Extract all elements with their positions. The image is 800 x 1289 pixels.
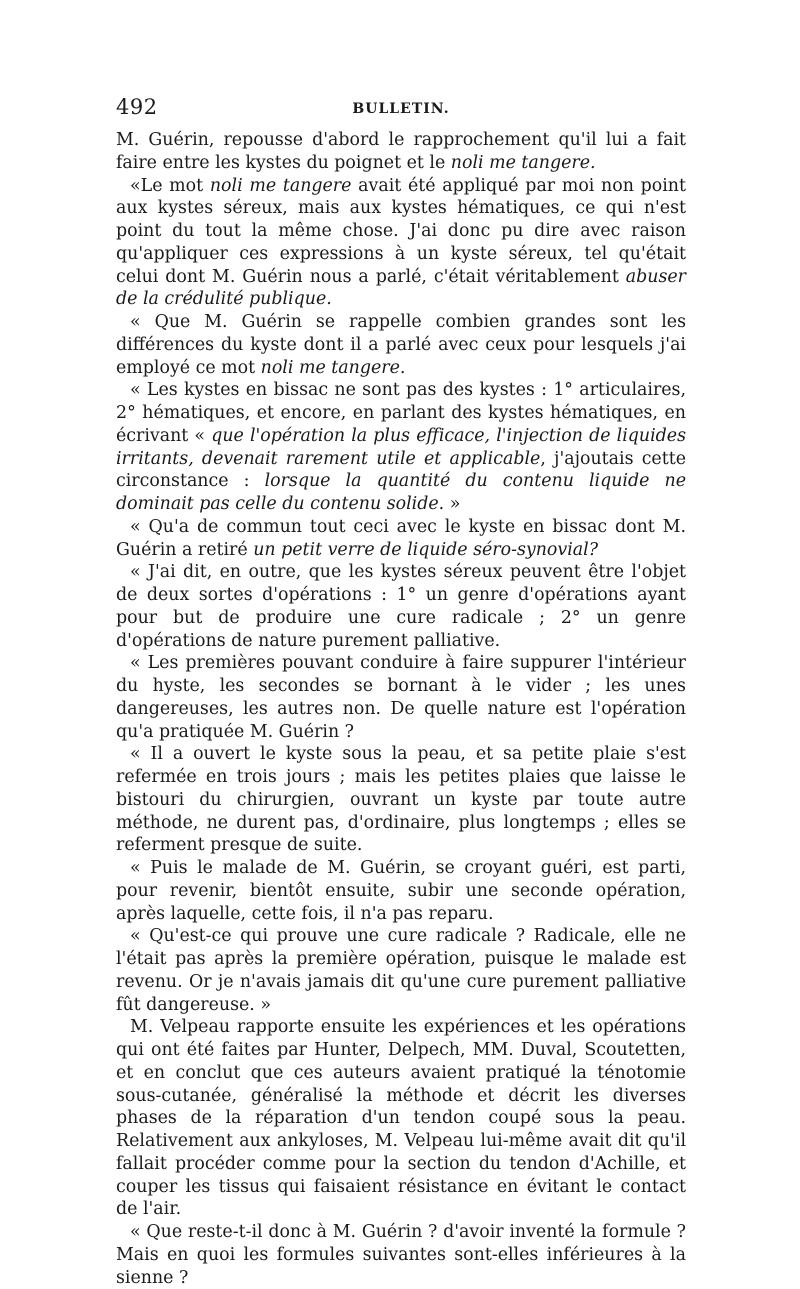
- text-run: « Qu'a de commun tout ceci avec le kyste en bissac dont M. Guérin a retiré: [116, 516, 686, 560]
- body-text: [116, 129, 686, 1289]
- page-number: 492: [116, 95, 158, 119]
- paragraph: [116, 516, 686, 562]
- italic-text: que l'opération la plus efficace, l'injection de liquides irritants, devenait rarement utile et applicable: [116, 425, 687, 469]
- text-run: « Puis le malade de M. Guérin, se croyant guéri, est parti, pour revenir, bientôt ensuite, subir une seconde opération, après laquelle, cette fois, il n'a pas reparu.: [116, 858, 686, 924]
- italic-text: lorsque la quantité du contenu liquide ne dominait pas celle du contenu solide.: [116, 471, 686, 514]
- paragraph: [116, 652, 686, 743]
- text-run: M. Guérin, repousse d'abord le rapprochement qu'il lui a fait faire entre les kystes du poignet et le: [116, 130, 686, 173]
- paragraph: [116, 743, 686, 857]
- italic-text: noli me tangere: [209, 175, 352, 196]
- text-run: « J'ai dit, en outre, que les kystes séreux peuvent être l'objet de deux sortes d'opérations : 1° un genre d'opérations ayant pour but de produire une cure radicale ; 2° un genre d'opérations de nature purement palliative.: [116, 562, 686, 651]
- paragraph: [116, 311, 686, 379]
- text-run: M. Velpeau rapporte ensuite les expériences et les opérations qui ont été faites par Hunter, Delpech, MM. Duval, Scoutetten, et en conclut que ces auteurs avaient pratiqué la ténotomie sous-cutanée, généralisé la méthode et décrit les diverses phases de la réparation d'un tendon coupé sous la peau. Relativement aux ankyloses, M. Velpeau lui-même avait dit qu'il fallait procéder comme pour la section du tendon d'Achille, et couper les tissus qui faisaient résistance en évitant le contact de l'air.: [116, 1017, 686, 1220]
- text-run: »: [444, 494, 461, 514]
- paragraph: [116, 1221, 686, 1289]
- paragraph: [116, 129, 686, 175]
- page-header: [116, 95, 686, 125]
- text-run: avait été appliqué par moi non point aux kystes séreux, mais aux kystes hématiques, ce qui n'est point du tout la même chose. J'ai donc pu dire avec raison qu'appliquer ces expressions à un kyste séreux, tel qu'était celui dont M. Guérin nous a parlé, c'était véritablement: [116, 175, 686, 287]
- paragraph: [116, 561, 686, 652]
- text-run: « Les premières pouvant conduire à faire suppurer l'intérieur du hyste, les secondes se bornant à le vider ; les unes dangereuses, les autres non. De quelle nature est l'opération qu'a pratiquée M. Guérin ?: [116, 653, 686, 742]
- italic-text: noli me tangere.: [450, 152, 596, 173]
- italic-text: abuser de la crédulité publique.: [116, 266, 686, 310]
- text-run: « Qu'est-ce qui prouve une cure radicale ? Radicale, elle ne l'était pas après la première opération, puisque le malade est revenu. Or je n'avais jamais dit qu'une cure purement palliative fût dangereuse. »: [116, 926, 686, 1015]
- text-run: « Que reste-t-il donc à M. Guérin ? d'avoir inventé la formule ? Mais en quoi les formules suivantes sont-elles inférieures à la sienne ?: [116, 1222, 686, 1288]
- paragraph: [116, 379, 686, 516]
- running-title: BULLETIN.: [352, 101, 450, 117]
- text-run: , j'ajoutais cette circonstance :: [116, 448, 686, 492]
- text-run: « Il a ouvert le kyste sous la peau, et sa petite plaie s'est refermée en trois jours ; mais les petites plaies que laisse le bistouri du chirurgien, ouvrant un kyste par toute autre méthode, ne durent pas, d'ordinaire, plus longtemps ; elles se referment presque de suite.: [116, 744, 686, 856]
- paragraph: [116, 175, 686, 312]
- italic-text: noli me tangere.: [260, 357, 406, 378]
- italic-text: un petit verre de liquide séro-synovial?: [253, 539, 599, 560]
- paragraph: [116, 857, 686, 925]
- paragraph: [116, 1016, 686, 1221]
- text-run: «Le mot: [130, 175, 210, 196]
- text-run: « Que M. Guérin se rappelle combien grandes sont les différences du kyste dont il a parlé avec ceux pour lesquels j'ai employé ce mot: [116, 312, 686, 378]
- paragraph: [116, 925, 686, 1016]
- text-run: « Les kystes en bissac ne sont pas des kystes : 1° articulaires, 2° hématiques, et encore, en parlant des kystes hématiques, en écrivant «: [116, 380, 686, 446]
